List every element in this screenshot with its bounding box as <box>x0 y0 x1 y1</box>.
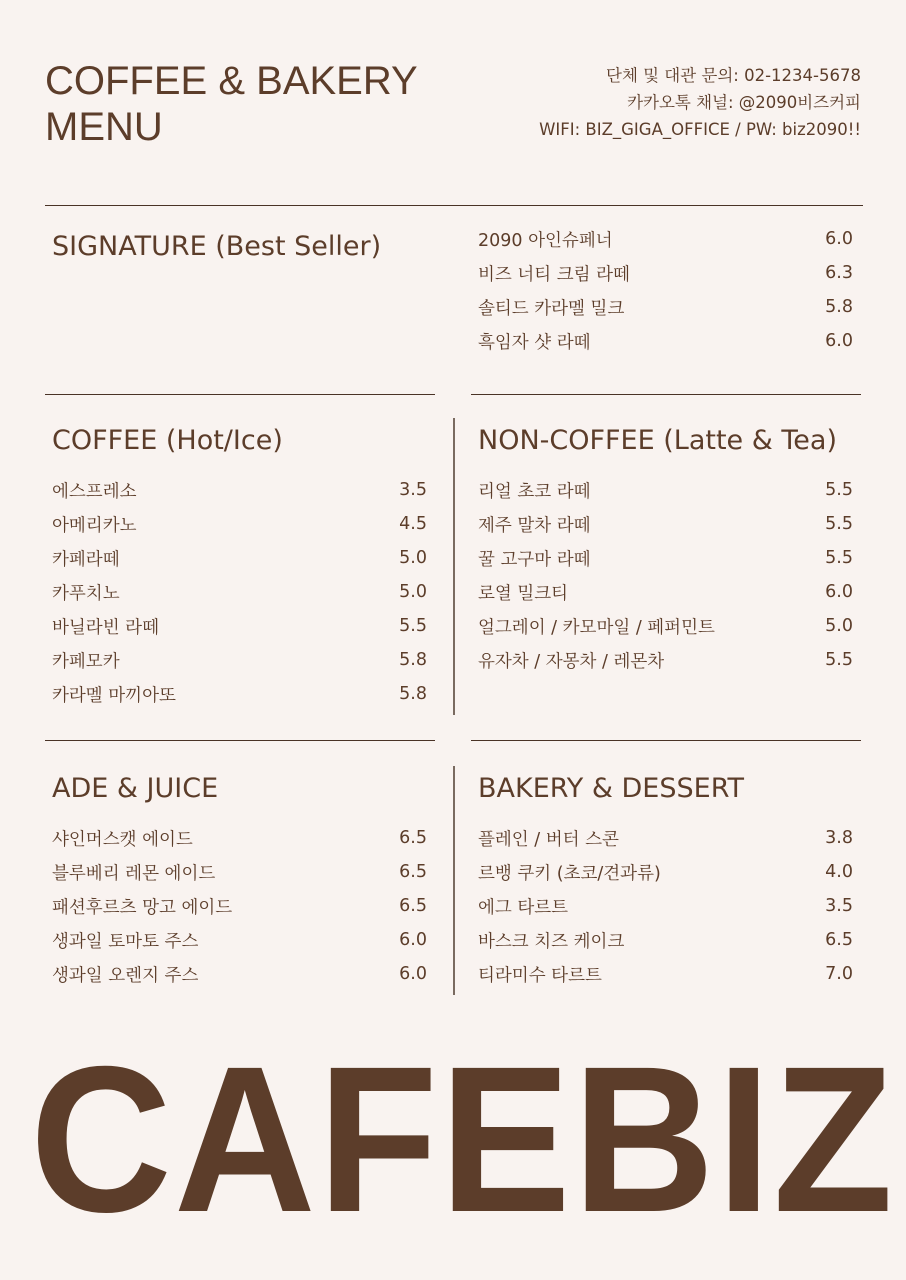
column-divider-1 <box>453 418 455 715</box>
section-title-noncoffee: NON-COFFEE (Latte & Tea) <box>478 425 837 456</box>
list-item <box>52 923 427 957</box>
list-item <box>52 575 427 609</box>
contact-phone: 단체 및 대관 문의: 02-1234-5678 <box>606 66 861 85</box>
signature-list <box>478 222 853 358</box>
list-item <box>52 889 427 923</box>
section-title-coffee: COFFEE (Hot/Ice) <box>52 425 283 456</box>
item-name: 로열 밀크티 <box>478 583 569 604</box>
column-divider-2 <box>453 766 455 995</box>
list-item <box>478 324 853 358</box>
list-item <box>52 855 427 889</box>
item-name: 제주 말차 라떼 <box>478 515 591 536</box>
item-price: 6.5 <box>399 862 427 882</box>
item-price: 6.0 <box>825 229 853 249</box>
page-title <box>45 58 418 150</box>
item-name: 얼그레이 / 카모마일 / 페퍼민트 <box>478 617 715 638</box>
noncoffee-list <box>478 473 853 677</box>
item-name: 블루베리 레몬 에이드 <box>52 863 216 884</box>
item-name: 생과일 토마토 주스 <box>52 931 199 952</box>
list-item <box>52 643 427 677</box>
item-price: 5.0 <box>399 582 427 602</box>
item-name: 티라미수 타르트 <box>478 965 602 986</box>
item-price: 5.0 <box>399 548 427 568</box>
page-title-line-1: COFFEE & BAKERY <box>45 59 418 103</box>
section-title-ade: ADE & JUICE <box>52 773 219 804</box>
divider-left-1 <box>45 394 435 395</box>
item-name: 솔티드 카라멜 밀크 <box>478 298 625 319</box>
item-name: 비즈 너티 크림 라떼 <box>478 264 630 285</box>
item-price: 6.0 <box>399 930 427 950</box>
item-name: 카페라떼 <box>52 549 120 570</box>
ade-list <box>52 821 427 991</box>
item-name: 패션후르츠 망고 에이드 <box>52 897 233 918</box>
item-name: 바닐라빈 라떼 <box>52 617 159 638</box>
list-item <box>52 473 427 507</box>
section-title-bakery: BAKERY & DESSERT <box>478 773 744 804</box>
item-name: 2090 아인슈페너 <box>478 230 613 251</box>
item-name: 에그 타르트 <box>478 897 569 918</box>
list-item <box>52 541 427 575</box>
item-price: 6.5 <box>399 896 427 916</box>
item-price: 5.5 <box>825 514 853 534</box>
list-item <box>478 643 853 677</box>
item-name: 카푸치노 <box>52 583 120 604</box>
list-item <box>478 507 853 541</box>
item-price: 6.5 <box>825 930 853 950</box>
item-price: 7.0 <box>825 964 853 984</box>
item-price: 6.0 <box>825 331 853 351</box>
page-title-line-2: MENU <box>45 105 163 149</box>
divider-right-1 <box>471 394 861 395</box>
list-item <box>478 541 853 575</box>
item-name: 카페모카 <box>52 651 120 672</box>
list-item <box>478 923 853 957</box>
item-price: 5.8 <box>825 297 853 317</box>
contact-wifi: WIFI: BIZ_GIGA_OFFICE / PW: biz2090!! <box>539 120 861 139</box>
item-price: 5.8 <box>399 684 427 704</box>
list-item <box>478 575 853 609</box>
list-item <box>52 609 427 643</box>
item-name: 아메리카노 <box>52 515 137 536</box>
item-price: 4.0 <box>825 862 853 882</box>
brand-wordmark: CAFEBIZ <box>30 1024 895 1256</box>
item-name: 르뱅 쿠키 (초코/견과류) <box>478 863 661 884</box>
item-price: 5.8 <box>399 650 427 670</box>
item-name: 플레인 / 버터 스콘 <box>478 829 619 850</box>
divider-left-2 <box>45 740 435 741</box>
item-price: 4.5 <box>399 514 427 534</box>
list-item <box>478 889 853 923</box>
item-price: 6.0 <box>825 582 853 602</box>
item-name: 샤인머스캣 에이드 <box>52 829 193 850</box>
item-price: 6.3 <box>825 263 853 283</box>
bakery-list <box>478 821 853 991</box>
list-item <box>52 507 427 541</box>
coffee-list <box>52 473 427 711</box>
item-price: 5.0 <box>825 616 853 636</box>
section-title-signature: SIGNATURE (Best Seller) <box>52 231 382 262</box>
list-item <box>52 821 427 855</box>
list-item <box>52 957 427 991</box>
item-price: 3.5 <box>399 480 427 500</box>
item-name: 리얼 초코 라떼 <box>478 481 591 502</box>
item-price: 5.5 <box>825 548 853 568</box>
divider-top <box>45 205 863 206</box>
list-item <box>478 957 853 991</box>
list-item <box>478 473 853 507</box>
item-name: 유자차 / 자몽차 / 레몬차 <box>478 651 665 672</box>
list-item <box>478 821 853 855</box>
list-item <box>478 855 853 889</box>
item-name: 꿀 고구마 라떼 <box>478 549 591 570</box>
list-item <box>478 222 853 256</box>
contact-info <box>539 62 861 143</box>
item-price: 3.8 <box>825 828 853 848</box>
list-item <box>478 290 853 324</box>
item-name: 바스크 치즈 케이크 <box>478 931 625 952</box>
item-price: 5.5 <box>825 650 853 670</box>
item-name: 카라멜 마끼아또 <box>52 685 176 706</box>
item-price: 6.0 <box>399 964 427 984</box>
contact-kakao: 카카오톡 채널: @2090비즈커피 <box>627 93 861 112</box>
item-name: 에스프레소 <box>52 481 137 502</box>
item-price: 5.5 <box>399 616 427 636</box>
divider-right-2 <box>471 740 861 741</box>
item-price: 5.5 <box>825 480 853 500</box>
item-price: 3.5 <box>825 896 853 916</box>
list-item <box>478 609 853 643</box>
item-name: 생과일 오렌지 주스 <box>52 965 199 986</box>
item-price: 6.5 <box>399 828 427 848</box>
list-item <box>52 677 427 711</box>
item-name: 흑임자 샷 라떼 <box>478 332 591 353</box>
list-item <box>478 256 853 290</box>
